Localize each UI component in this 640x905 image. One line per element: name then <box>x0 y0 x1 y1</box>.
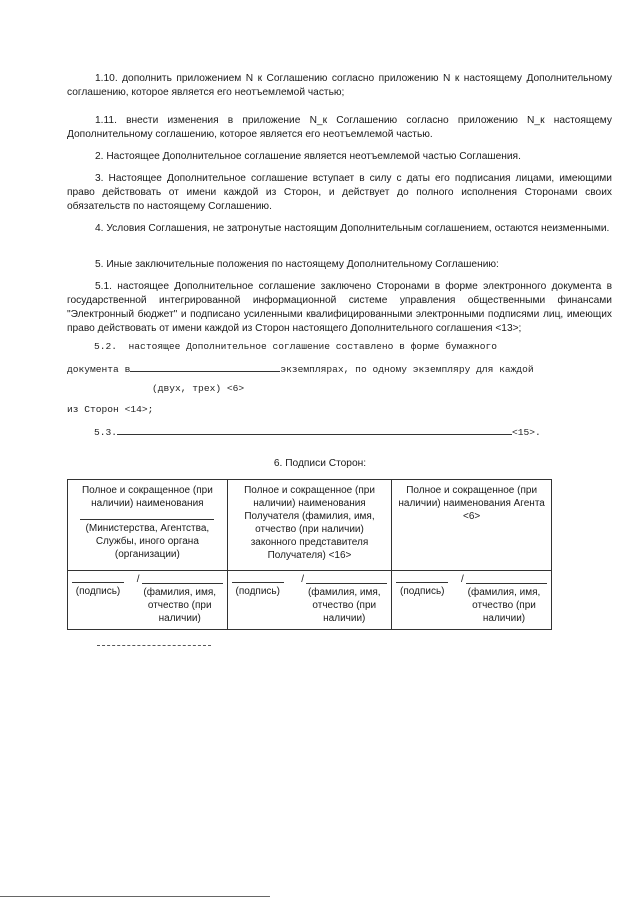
clause-1-10: 1.10. дополнить приложением N к Соглашению согласно приложению N к настоящему Дополнительному соглашению, которое является его неотъемлемой частью; <box>67 73 612 98</box>
signature-label: (подпись) <box>235 586 280 597</box>
clause-5: 5. Иные заключительные положения по настоящему Дополнительному Соглашению: <box>95 259 499 270</box>
signature-line <box>232 575 284 583</box>
clause-3: 3. Настоящее Дополнительное соглашение вступает в силу с даты его подписания лицами, имеющими право действовать от имени каждой из Сторон, и действует до полного исполнения Сторонами своих обязательств по настоящему Соглашению. <box>67 173 612 212</box>
party-2-signature: (подпись) / (фамилия, имя, отчество (при наличии) <box>227 571 392 630</box>
signature-label: (подпись) <box>75 586 121 597</box>
party-2-header <box>227 480 392 571</box>
copies-count-blank <box>130 362 280 372</box>
party-3-name-label: Полное и сокращенное (при наличии) наименования Агента <6> <box>398 485 545 522</box>
page-bottom-rule <box>0 896 270 897</box>
party-1-header <box>68 480 228 571</box>
clause-5-2-line1: 5.2. настоящее Дополнительное соглашение составлено в форме бумажного <box>94 341 498 352</box>
clause-5-2-hint: (двух, трех) <6> <box>152 383 245 394</box>
fullname-label: (фамилия, имя, отчество (при наличии) <box>307 587 381 624</box>
signature-line <box>72 575 124 583</box>
clause-5-3-blank <box>117 425 512 435</box>
party-3-header <box>392 480 552 571</box>
party-1-name-hint: (Министерства, Агентства, Службы, иного органа (организации) <box>85 523 210 560</box>
signatures-table <box>67 479 552 630</box>
footnote-separator <box>97 645 211 646</box>
clause-5-3 <box>94 425 541 439</box>
signatures-title: 6. Подписи Сторон: <box>273 458 367 469</box>
clause-1-11: 1.11. внести изменения в приложение N_к Соглашению согласно приложению N_к настоящему Дополнительному соглашению, которое является его неотъемлемой частью. <box>67 115 612 140</box>
clause-5-1: 5.1. настоящее Дополнительное соглашение заключено Сторонами в форме электронного документа в государственной интегрированной информационной системе управления общественными финансами "Электронный бюджет" и подписано усиленными квалифицированными электронными подписями лиц, имеющих право действовать от имени каждой из Сторон настоящего Дополнительного соглашения <13>; <box>67 281 612 334</box>
party-1-name-blank <box>80 514 214 520</box>
clause-2: 2. Настоящее Дополнительное соглашение является неотъемлемой частью Соглашения. <box>95 151 521 162</box>
clause-5-3-footnote: <15>. <box>512 427 541 438</box>
fullname-label: (фамилия, имя, отчество (при наличии) <box>467 587 541 624</box>
fullname-label: (фамилия, имя, отчество (при наличии) <box>143 587 217 624</box>
party-2-name-label: Полное и сокращенное (при наличии) наименования Получателя (фамилия, имя, отчество (при наличии) законного представителя Получателя) <16> <box>244 485 375 561</box>
party-1-signature: (подпись) / (фамилия, имя, отчество (при наличии) <box>68 571 228 630</box>
clause-5-2-line2 <box>67 362 534 376</box>
party-3-signature: (подпись) / (фамилия, имя, отчество (при наличии) <box>392 571 552 630</box>
clause-5-2-line2-start: документа в <box>67 364 131 375</box>
clause-5-2-line3: из Сторон <14>; <box>67 404 154 415</box>
signature-label: (подпись) <box>400 586 445 597</box>
party-1-name-label: Полное и сокращенное (при наличии) наименования <box>81 485 213 509</box>
clause-5-3-label: 5.3. <box>94 427 118 438</box>
clause-5-2-line2-end: экземплярах, по одному экземпляру для каждой <box>280 364 534 375</box>
clause-4: 4. Условия Соглашения, не затронутые настоящим Дополнительным соглашением, остаются неизменными. <box>95 223 610 234</box>
signature-line <box>396 575 448 583</box>
